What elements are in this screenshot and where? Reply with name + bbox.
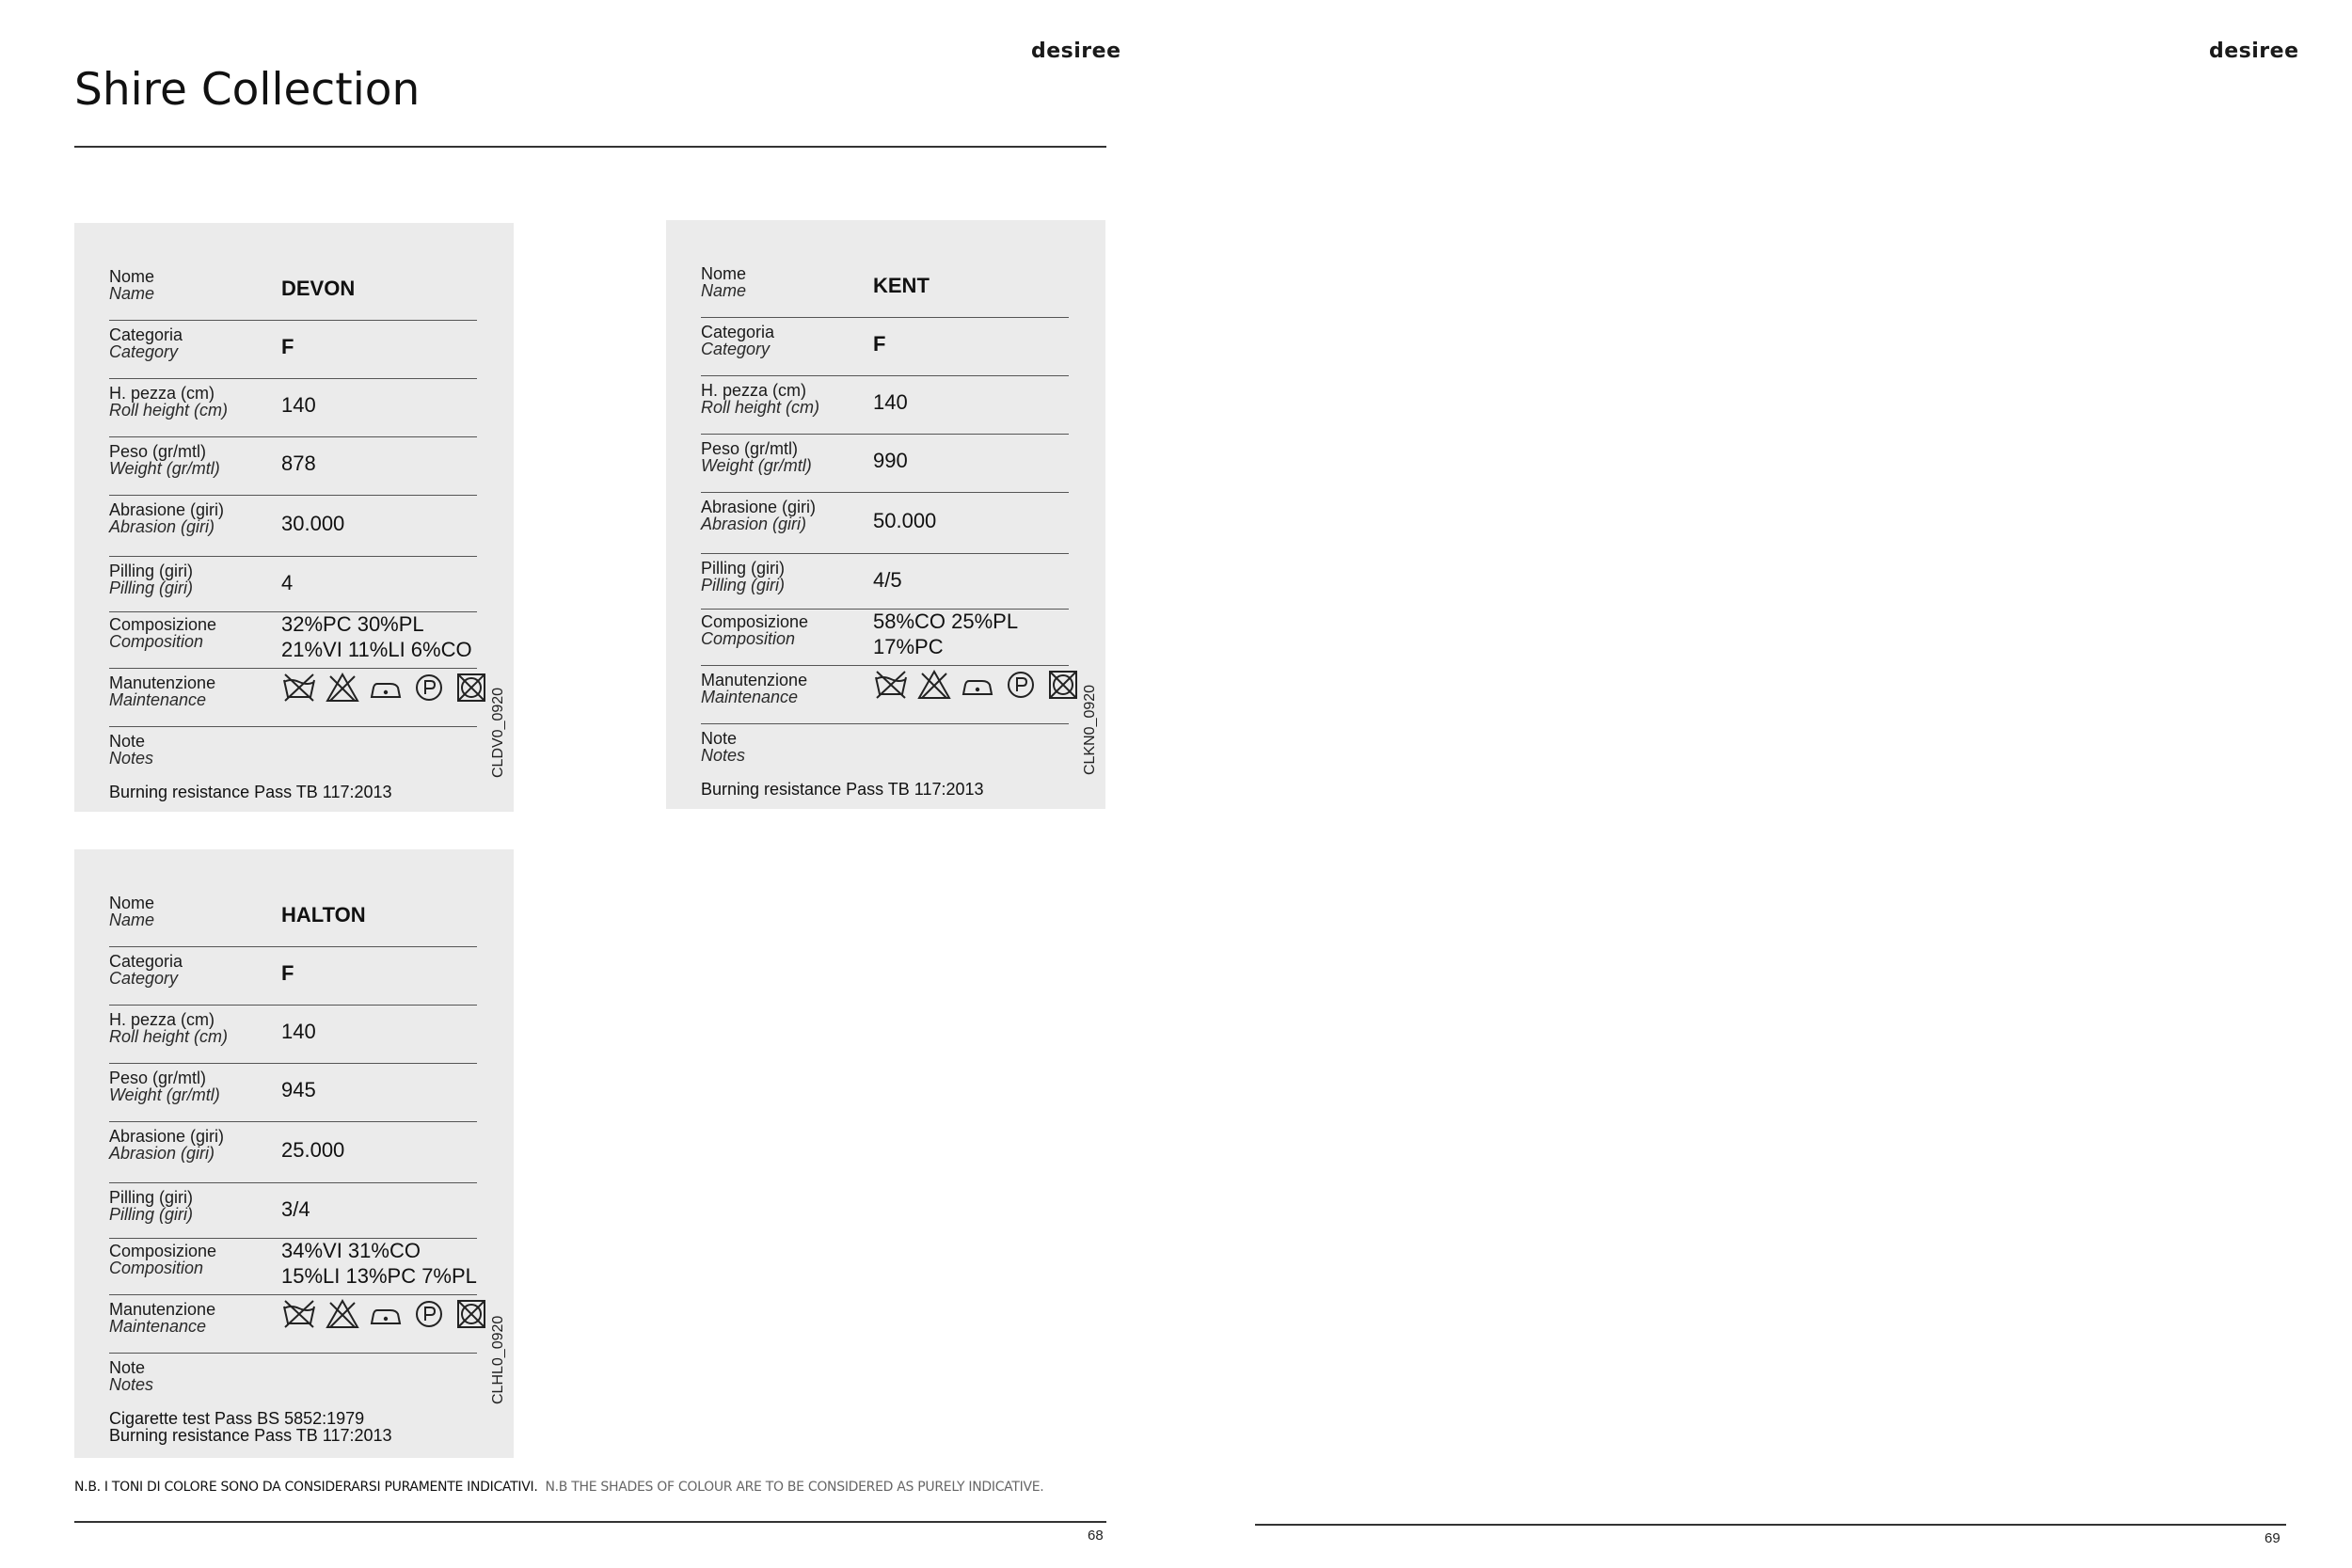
page-number: 68 (1088, 1528, 1104, 1544)
category-value: F (281, 335, 294, 358)
no-tumble-dry-icon (454, 1297, 490, 1331)
composition-line: 15%LI 13%PC 7%PL (281, 1264, 477, 1288)
notes-text: Burning resistance Pass TB 117:2013 (701, 780, 984, 799)
spec-row-notes (109, 1358, 477, 1445)
spec-label-english: Abrasion (giri) (109, 1144, 215, 1163)
disclaimer-english: N.B THE SHADES OF COLOUR ARE TO BE CONSIDERED AS PURELY INDICATIVE. (545, 1480, 1044, 1495)
article-code: CLHL0_0920 (490, 1315, 506, 1404)
spec-label-english: Weight (gr/mtl) (109, 1085, 220, 1104)
spec-label (701, 499, 816, 532)
spec-label-italian: Composizione (109, 1242, 217, 1260)
spec-label-italian: Abrasione (giri) (109, 1127, 225, 1146)
spec-row-category (109, 953, 477, 1006)
name-value: KENT (873, 274, 930, 297)
fabric-card-halton (74, 849, 514, 1458)
spec-row-abrasion (701, 499, 1069, 554)
spec-label-english: Maintenance (701, 688, 799, 706)
notes-text: Cigarette test Pass BS 5852:1979 Burning resistance Pass TB 117:2013 (109, 1409, 392, 1445)
dry-clean-p-icon (1003, 668, 1039, 702)
spec-label (701, 440, 812, 474)
spec-row-maintenance (109, 674, 477, 727)
composition-value (281, 611, 472, 662)
spec-label-english: Notes (109, 1375, 154, 1394)
spec-label-italian: Note (109, 1358, 146, 1377)
title-divider (74, 146, 1106, 148)
spec-row-pilling (701, 560, 1069, 610)
spec-label (109, 953, 183, 987)
spec-label (109, 895, 154, 928)
spec-label-english: Roll height (cm) (701, 398, 820, 417)
spec-label-italian: Manutenzione (109, 1300, 216, 1319)
composition-line: 17%PC (873, 635, 944, 658)
name-value: HALTON (281, 903, 366, 927)
spec-label-english: Name (701, 281, 747, 300)
spec-row-composition (701, 610, 1069, 666)
category-value: F (281, 961, 294, 985)
weight-value: 990 (873, 449, 908, 472)
spec-row-maintenance (109, 1301, 477, 1354)
disclaimer-italian: N.B. I TONI DI COLORE SONO DA CONSIDERARSI PURAMENTE INDICATIVI. (74, 1480, 538, 1495)
brand-logo: desiree (2209, 40, 2299, 63)
spec-label (109, 733, 153, 767)
spec-label (701, 265, 746, 299)
spec-label (109, 674, 215, 708)
no-bleach-icon (916, 668, 952, 702)
no-tumble-dry-icon (454, 671, 490, 705)
spec-row-weight (109, 1069, 477, 1122)
composition-line: 21%VI 11%LI 6%CO (281, 638, 472, 661)
spec-label (109, 326, 183, 360)
spec-label (701, 324, 774, 357)
spec-label (701, 382, 819, 416)
spec-label-italian: Nome (701, 264, 747, 283)
footer-divider (74, 1521, 1106, 1523)
roll-height-value: 140 (281, 1020, 316, 1043)
spec-row-name (109, 268, 477, 321)
spec-label-italian: Pilling (giri) (109, 562, 194, 580)
care-symbols (281, 671, 490, 708)
fabric-card-kent (666, 220, 1105, 809)
spec-label-italian: Categoria (109, 952, 183, 971)
dry-clean-p-icon (411, 1297, 447, 1331)
spec-label (109, 1128, 224, 1162)
spec-row-notes (109, 733, 477, 799)
spec-row-category (109, 326, 477, 379)
composition-value (873, 609, 1018, 659)
spec-row-composition (109, 1239, 477, 1295)
roll-height-value: 140 (873, 390, 908, 414)
care-symbols (281, 1297, 490, 1335)
spec-label-english: Composition (701, 629, 796, 648)
spec-label-italian: Pilling (giri) (701, 559, 786, 578)
spec-row-name (701, 265, 1069, 318)
spec-row-abrasion (109, 1128, 477, 1183)
spec-label-english: Maintenance (109, 690, 207, 709)
spec-label (109, 1069, 220, 1103)
no-wash-icon (281, 671, 317, 705)
spec-row-name (109, 895, 477, 947)
iron-low-icon (368, 671, 404, 705)
spec-label (109, 268, 154, 302)
spec-label (109, 1189, 193, 1223)
spec-row-abrasion (109, 501, 477, 557)
no-tumble-dry-icon (1046, 668, 1082, 702)
spec-label-italian: H. pezza (cm) (701, 381, 807, 400)
spec-row-maintenance (701, 672, 1069, 724)
spec-label-english: Category (109, 969, 179, 988)
pilling-value: 3/4 (281, 1197, 310, 1221)
spec-label (109, 1359, 153, 1393)
spec-label-english: Notes (109, 749, 154, 768)
spec-label-english: Notes (701, 746, 746, 765)
spec-label-italian: H. pezza (cm) (109, 1010, 215, 1029)
spec-label-english: Composition (109, 632, 204, 651)
pilling-value: 4 (281, 571, 294, 594)
no-wash-icon (873, 668, 909, 702)
spec-label-italian: Composizione (109, 615, 217, 634)
spec-label (109, 443, 220, 477)
spec-row-roll-height (109, 1011, 477, 1064)
composition-line: 32%PC 30%PL (281, 612, 424, 636)
spec-label-italian: Pilling (giri) (109, 1188, 194, 1207)
spec-label (109, 501, 224, 535)
iron-low-icon (368, 1297, 404, 1331)
spec-label-english: Category (109, 342, 179, 361)
abrasion-value: 25.000 (281, 1138, 345, 1162)
page-number: 69 (2265, 1530, 2280, 1546)
no-wash-icon (281, 1297, 317, 1331)
no-bleach-icon (325, 671, 360, 705)
spec-label (701, 672, 807, 705)
notes-text: Burning resistance Pass TB 117:2013 (109, 783, 392, 801)
spec-label-italian: Manutenzione (109, 673, 216, 692)
spec-label-english: Roll height (cm) (109, 401, 229, 420)
spec-label (701, 613, 808, 647)
weight-value: 945 (281, 1078, 316, 1101)
spec-label-italian: Abrasione (giri) (109, 500, 225, 519)
spec-label (109, 562, 193, 596)
spec-label (109, 616, 216, 650)
care-symbols (873, 668, 1082, 705)
dry-clean-p-icon (411, 671, 447, 705)
spec-row-composition (109, 612, 477, 669)
brand-logo: desiree (1031, 40, 1121, 63)
spec-row-weight (701, 440, 1069, 493)
spec-label-italian: Composizione (701, 612, 809, 631)
weight-value: 878 (281, 451, 316, 475)
no-bleach-icon (325, 1297, 360, 1331)
spec-label-italian: Categoria (109, 325, 183, 344)
spec-row-roll-height (701, 382, 1069, 435)
spec-row-notes (701, 729, 1069, 799)
spec-label (109, 1243, 216, 1276)
composition-line: 34%VI 31%CO (281, 1239, 421, 1262)
spec-label-english: Pilling (giri) (109, 1205, 194, 1224)
spec-label-italian: Peso (gr/mtl) (701, 439, 799, 458)
page-right (1176, 0, 2352, 1568)
footer-divider (1255, 1524, 2286, 1526)
spec-label-english: Composition (109, 1259, 204, 1277)
iron-low-icon (960, 668, 995, 702)
spec-label-italian: Peso (gr/mtl) (109, 1069, 207, 1087)
spec-label-english: Abrasion (giri) (701, 515, 807, 533)
page-title: Shire Collection (74, 64, 421, 116)
spec-label-italian: Note (701, 729, 738, 748)
spec-label (109, 1011, 228, 1045)
spec-label-english: Weight (gr/mtl) (109, 459, 220, 478)
pilling-value: 4/5 (873, 568, 902, 592)
name-value: DEVON (281, 277, 356, 300)
spec-label-italian: H. pezza (cm) (109, 384, 215, 403)
article-code: CLDV0_0920 (490, 687, 506, 778)
spec-label-english: Name (109, 911, 155, 929)
composition-value (281, 1238, 477, 1289)
spec-label-english: Weight (gr/mtl) (701, 456, 812, 475)
spec-row-roll-height (109, 385, 477, 437)
spec-label (109, 1301, 215, 1335)
color-disclaimer (74, 1480, 1043, 1495)
spec-label (701, 730, 745, 764)
spec-label-english: Pilling (giri) (701, 576, 786, 594)
spec-label-english: Category (701, 340, 771, 358)
spec-label-italian: Abrasione (giri) (701, 498, 817, 516)
spec-label-italian: Note (109, 732, 146, 751)
category-value: F (873, 332, 886, 356)
spec-label-english: Abrasion (giri) (109, 517, 215, 536)
spec-label-english: Name (109, 284, 155, 303)
spec-row-weight (109, 443, 477, 496)
composition-line: 58%CO 25%PL (873, 610, 1019, 633)
spec-label-italian: Peso (gr/mtl) (109, 442, 207, 461)
spec-row-pilling (109, 562, 477, 612)
spec-label-english: Maintenance (109, 1317, 207, 1336)
spec-label (701, 560, 785, 594)
spec-label-italian: Nome (109, 267, 155, 286)
abrasion-value: 50.000 (873, 509, 937, 532)
spec-row-pilling (109, 1189, 477, 1239)
spec-row-category (701, 324, 1069, 376)
roll-height-value: 140 (281, 393, 316, 417)
spec-label-english: Roll height (cm) (109, 1027, 229, 1046)
spec-label-italian: Manutenzione (701, 671, 808, 689)
article-code: CLKN0_0920 (1082, 684, 1098, 775)
spec-label-english: Pilling (giri) (109, 578, 194, 597)
spec-label-italian: Nome (109, 894, 155, 912)
spec-label-italian: Categoria (701, 323, 775, 341)
abrasion-value: 30.000 (281, 512, 345, 535)
fabric-card-devon (74, 223, 514, 812)
spec-label (109, 385, 228, 419)
